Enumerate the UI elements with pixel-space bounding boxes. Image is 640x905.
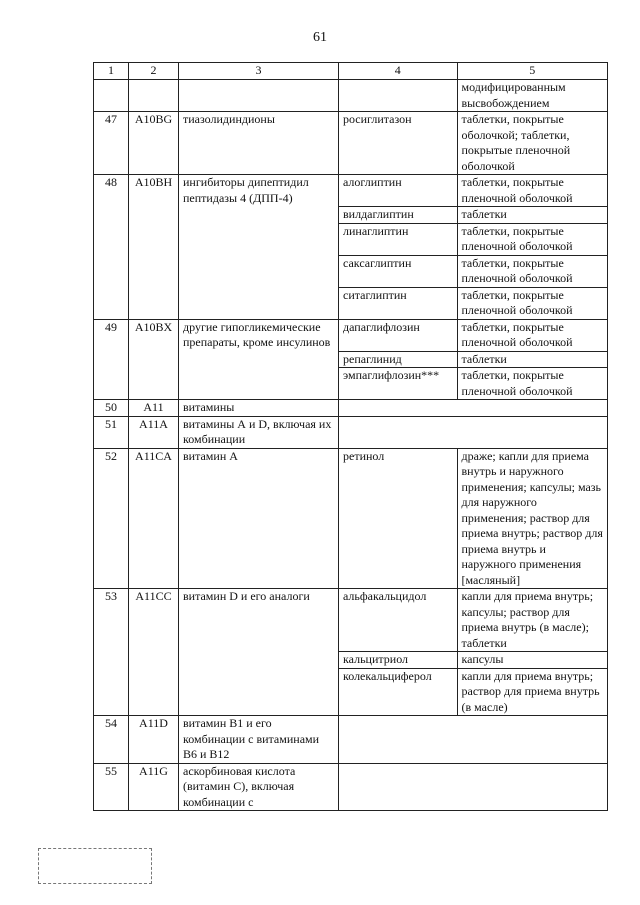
header-col-4-5 [339, 63, 608, 80]
drug-list-cell [339, 448, 608, 589]
dosage-form: таблетки [457, 207, 607, 224]
atc-group-name: витамин D и его аналоги [179, 589, 339, 716]
drug-list-cell [339, 319, 608, 400]
drug-name: репаглинид [339, 351, 457, 368]
atc-group-name: витамины А и D, включая их комбинации [179, 416, 339, 448]
atc-group-name: витамины [179, 400, 339, 417]
table-row [94, 80, 608, 112]
drug-table-body [94, 63, 608, 811]
drug-entry [339, 207, 607, 224]
atc-group-name: витамин В1 и его комбинации с витаминами В6 и В12 [179, 716, 339, 764]
atc-code: A11CC [129, 589, 179, 716]
atc-group-name: витамин А [179, 448, 339, 589]
atc-code: A11CA [129, 448, 179, 589]
copy-stamp-watermark [38, 848, 152, 884]
drug-entry [339, 112, 607, 174]
row-number: 53 [94, 589, 129, 716]
table-row [94, 763, 608, 811]
table-row [94, 112, 608, 175]
drug-name: вилдаглиптин [339, 207, 457, 224]
atc-group-name: тиазолидиндионы [179, 112, 339, 175]
drug-name: росиглитазон [343, 112, 412, 126]
table-row [94, 175, 608, 320]
dosage-form: таблетки, покрытые пленочной оболочкой [457, 255, 607, 287]
header-col-3: 3 [179, 63, 339, 80]
drug-entry [339, 175, 607, 207]
row-number: 50 [94, 400, 129, 417]
atc-code: A11G [129, 763, 179, 811]
drug-entry [339, 255, 607, 287]
dosage-form: таблетки, покрытые пленочной оболочкой [457, 223, 607, 255]
table-row [94, 448, 608, 589]
drug-name [339, 80, 457, 111]
atc-code: A10BH [129, 175, 179, 320]
dosage-form: таблетки, покрытые пленочной оболочкой [457, 287, 607, 319]
table-row [94, 589, 608, 716]
table-row [94, 319, 608, 400]
row-number: 52 [94, 448, 129, 589]
dosage-form: таблетки, покрытые пленочной оболочкой [457, 320, 607, 352]
dosage-form: капли для приема внутрь; раствор для приема внутрь (в масле) [457, 668, 607, 715]
header-col-2: 2 [129, 63, 179, 80]
atc-code: A10BX [129, 319, 179, 400]
row-number: 54 [94, 716, 129, 764]
drug-name: колекальциферол [343, 668, 432, 683]
header-row [94, 63, 608, 80]
drug-entry [339, 449, 607, 589]
atc-code: A11 [129, 400, 179, 417]
drug-list-cell [339, 400, 608, 417]
table-row [94, 400, 608, 417]
drug-entry [339, 287, 607, 319]
drug-entry [339, 320, 607, 352]
header-col-5: 5 [457, 63, 607, 79]
atc-group-name: аскорбиновая кислота (витамин С), включая комбинации с [179, 763, 339, 811]
atc-group-name: другие гипогликемические препараты, кроме инсулинов [179, 319, 339, 400]
table-row [94, 416, 608, 448]
dosage-form: таблетки [457, 351, 607, 368]
drug-list-cell [339, 80, 608, 112]
header-col-4: 4 [394, 63, 401, 77]
dosage-form: капли для приема внутрь; капсулы; раствор для приема внутрь (в масле); таблетки [457, 589, 607, 652]
drug-name: эмпаглифлозин*** [343, 368, 440, 382]
drug-entry [339, 351, 607, 368]
drug-name: саксаглиптин [339, 255, 457, 287]
drug-entry [339, 652, 607, 669]
drug-name: дапаглифлозин [339, 320, 457, 352]
drug-name: кальцитриол [339, 652, 457, 669]
dosage-form: таблетки, покрытые пленочной оболочкой [457, 175, 607, 207]
row-number: 48 [94, 175, 129, 320]
drug-list-cell [339, 763, 608, 811]
table-row [94, 716, 608, 764]
drug-entry [339, 368, 607, 400]
drug-name: ситаглиптин [343, 287, 407, 302]
drug-list-cell [339, 112, 608, 175]
dosage-form: таблетки, покрытые оболочкой; таблетки, покрытые пленочной оболочкой [457, 112, 607, 174]
drug-list-cell [339, 589, 608, 716]
dosage-form: драже; капли для приема внутрь и наружного применения; капсулы; мазь для наружного применения; раствор для приема внутрь; раствор для приема внутрь и наружного применения [масляный] [457, 449, 607, 589]
row-number: 47 [94, 112, 129, 175]
atc-code: A11A [129, 416, 179, 448]
drug-entry [339, 589, 607, 652]
drug-name: альфакальцидол [339, 589, 457, 652]
drug-name: ретинол [343, 448, 385, 463]
atc-group-name: ингибиторы дипептидил пептидазы 4 (ДПП-4) [179, 175, 339, 320]
drug-name: линаглиптин [339, 223, 457, 255]
atc-group-name [179, 80, 339, 112]
drug-list-cell [339, 716, 608, 764]
drug-list-cell [339, 175, 608, 320]
dosage-form: модифицированным высвобождением [457, 80, 607, 111]
dosage-form: таблетки, покрытые пленочной оболочкой [457, 368, 607, 400]
page-number: 61 [313, 30, 327, 45]
row-number: 49 [94, 319, 129, 400]
atc-code [129, 80, 179, 112]
row-number: 55 [94, 763, 129, 811]
drug-entry [339, 80, 607, 111]
drug-entry [339, 668, 607, 715]
atc-code: A11D [129, 716, 179, 764]
header-col-1: 1 [94, 63, 129, 80]
row-number: 51 [94, 416, 129, 448]
drug-name: алоглиптин [339, 175, 457, 207]
drug-list-cell [339, 416, 608, 448]
drug-entry [339, 223, 607, 255]
dosage-form: капсулы [457, 652, 607, 669]
row-number [94, 80, 129, 112]
drug-table [93, 62, 608, 811]
atc-code: A10BG [129, 112, 179, 175]
